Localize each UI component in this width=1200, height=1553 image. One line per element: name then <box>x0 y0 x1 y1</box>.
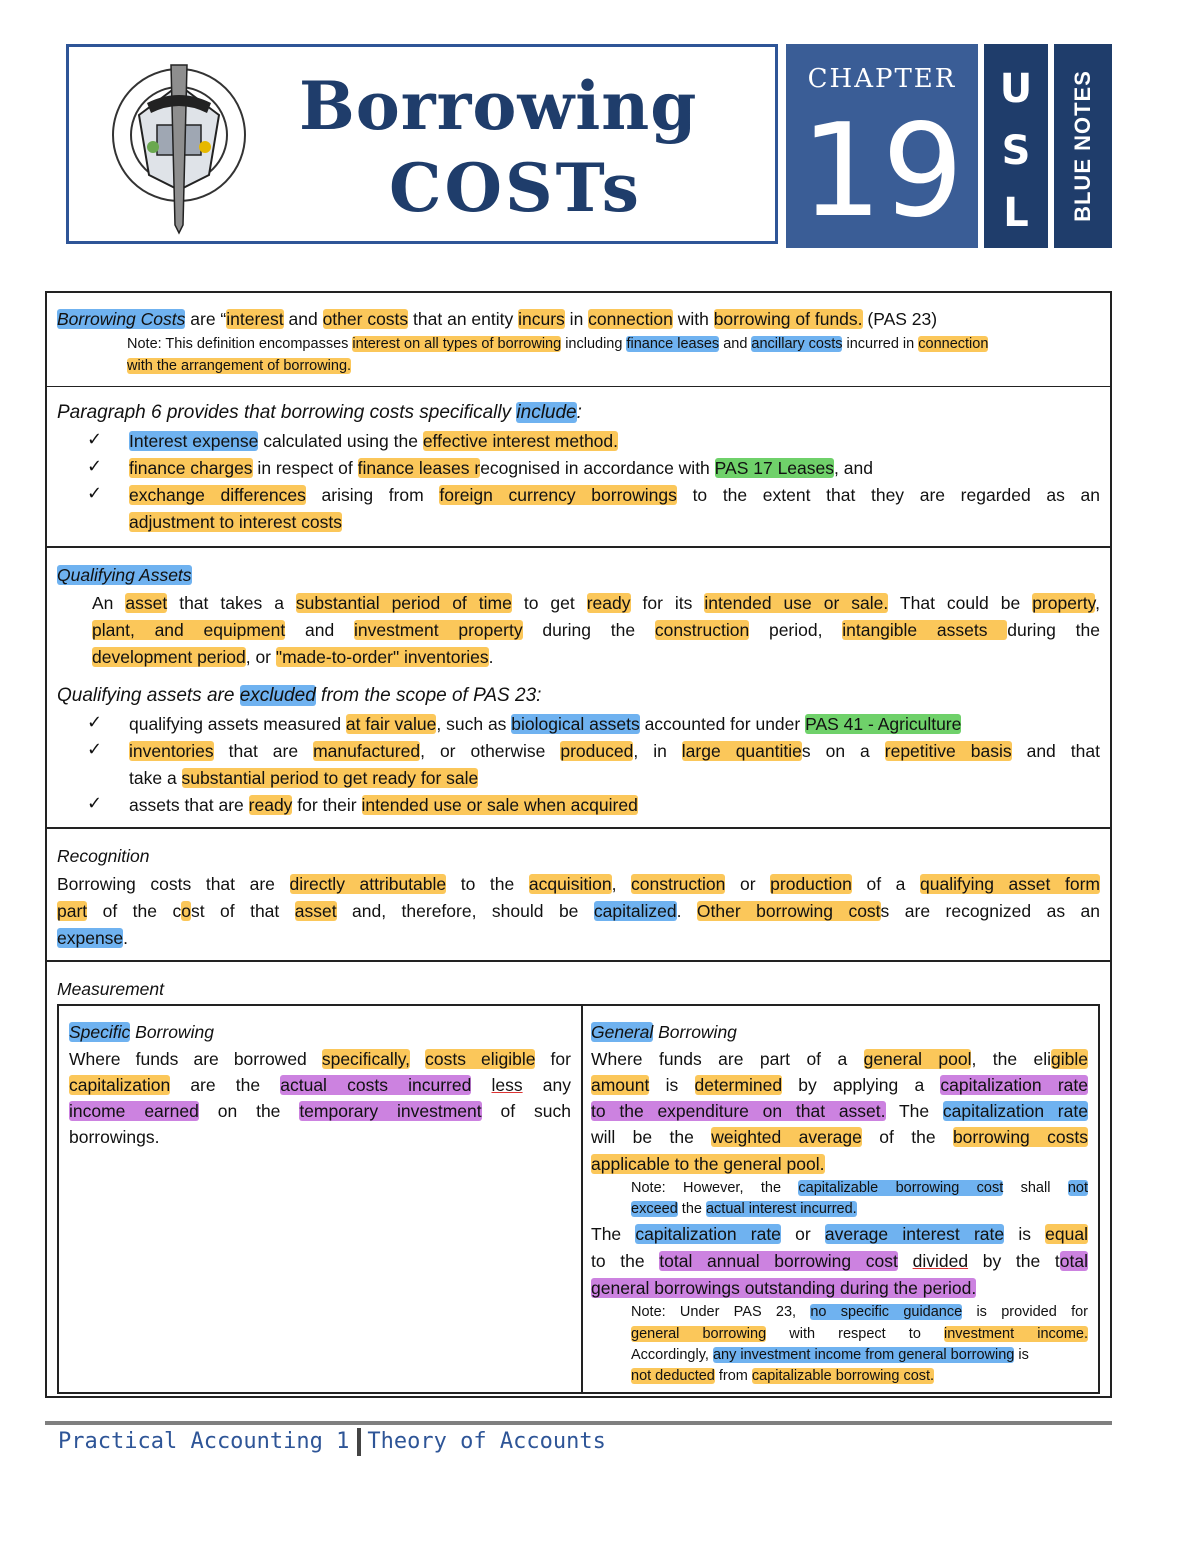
chapter-number: 19 <box>800 97 964 246</box>
general-line-5: applicable to the general pool. <box>591 1154 825 1174</box>
title-line-1: Borrowing <box>299 67 698 145</box>
specific-borrowing-column <box>59 1006 583 1392</box>
general-note-1-line-1: Note: However, the capitalizable borrowing cost shall not <box>631 1180 1088 1196</box>
chapter-box <box>786 44 978 248</box>
specific-line-3: income earned on the temporary investment of such <box>69 1101 571 1121</box>
qualifying-definition-line-3: development period, or "made-to-order" inventories. <box>92 647 494 667</box>
general-borrowing-title: General Borrowing <box>591 1022 737 1042</box>
definition-note-line-1: Note: This definition encompasses interest on all types of borrowing including finance leases and ancillary costs incurred in connection <box>127 336 989 352</box>
measurement-section <box>45 960 1112 1398</box>
recognition-heading: Recognition <box>57 846 150 866</box>
title-line-2: COSTs <box>389 149 642 227</box>
general-note-2-line-1: Note: Under PAS 23, no specific guidance is provided for <box>631 1304 1088 1320</box>
university-seal-logo <box>109 55 249 235</box>
title-box <box>66 44 778 244</box>
qualifying-assets-section <box>45 546 1112 829</box>
footer-separator <box>357 1428 361 1456</box>
excluded-item-2-line-1: inventories that are manufactured, or otherwise produced, in large quantities on a repetitive basis and that <box>129 741 1100 761</box>
qualifying-assets-heading: Qualifying Assets <box>57 565 192 585</box>
specific-borrowing-title: Specific Borrowing <box>69 1022 214 1042</box>
recognition-line-1: Borrowing costs that are directly attributable to the acquisition, construction or production of a qualifying asset form <box>57 874 1100 894</box>
qualifying-definition-line-1: An asset that takes a substantial period of time to get ready for its intended use or sale. That could be property, <box>92 593 1100 613</box>
checkmark-icon: ✓ <box>87 793 103 813</box>
footer-right: Theory of Accounts <box>367 1429 606 1454</box>
specific-line-1: Where funds are borrowed specifically, costs eligible for <box>69 1049 571 1069</box>
chapter-label: CHAPTER <box>807 64 957 94</box>
excluded-item-3: assets that are ready for their intended use or sale when acquired <box>129 795 638 815</box>
general-note-1-line-2: exceed the actual interest incurred. <box>631 1201 857 1217</box>
excluded-item-2-line-2: take a substantial period to get ready for sale <box>129 768 479 788</box>
excluded-item-1: qualifying assets measured at fair value, such as biological assets accounted for under PAS 41 - Agriculture <box>129 714 962 734</box>
chapter-header <box>66 44 1112 248</box>
general-line-6: The capitalization rate or average interest rate is equal <box>591 1224 1088 1244</box>
general-note-2-line-3: Accordingly, any investment income from general borrowing is <box>631 1347 1029 1363</box>
checkmark-icon: ✓ <box>87 429 103 449</box>
recognition-line-2: part of the cost of that asset and, therefore, should be capitalized. Other borrowing costs are recognized as an <box>57 901 1100 921</box>
usl-letter-l: L <box>1003 190 1029 236</box>
page-footer <box>58 1428 606 1456</box>
general-line-2: amount is determined by applying a capitalization rate <box>591 1075 1088 1095</box>
blue-notes-label: BLUE NOTES <box>1070 70 1095 222</box>
checkmark-icon: ✓ <box>87 712 103 732</box>
general-line-3: to the expenditure on that asset. The capitalization rate <box>591 1101 1088 1121</box>
excluded-heading: Qualifying assets are excluded from the scope of PAS 23: <box>57 685 542 706</box>
general-line-8: general borrowings outstanding during the period. <box>591 1278 977 1298</box>
general-note-2-line-4: not deducted from capitalizable borrowing cost. <box>631 1368 935 1384</box>
include-item-3-line-1: exchange differences arising from foreign currency borrowings to the extent that they are regarded as an <box>129 485 1100 505</box>
checkmark-icon: ✓ <box>87 456 103 476</box>
footer-left: Practical Accounting 1 <box>58 1429 350 1454</box>
include-item-1: Interest expense calculated using the effective interest method. <box>129 431 619 451</box>
definition-section <box>45 291 1112 387</box>
paragraph-6-heading: Paragraph 6 provides that borrowing costs specifically include: <box>57 402 582 423</box>
usl-letter-s: S <box>1001 128 1031 174</box>
definition-line: Borrowing Costs are “interest and other costs that an entity incurs in connection with borrowing of funds. (PAS 23) <box>57 309 938 329</box>
usl-letter-u: U <box>999 66 1033 112</box>
general-line-7: to the total annual borrowing cost divided by the total <box>591 1251 1088 1271</box>
footer-rule <box>45 1421 1112 1425</box>
general-line-4: will be the weighted average of the borrowing costs <box>591 1127 1088 1147</box>
usl-box <box>984 44 1048 248</box>
qualifying-definition-line-2: plant, and equipment and investment property during the construction period, intangible assets during the <box>92 620 1100 640</box>
specific-line-4: borrowings. <box>69 1127 160 1147</box>
paragraph-6-section <box>45 386 1112 548</box>
measurement-heading: Measurement <box>57 979 164 999</box>
measurement-table <box>57 1004 1100 1394</box>
include-item-3-line-2: adjustment to interest costs <box>129 512 343 532</box>
blue-notes-box <box>1054 44 1112 248</box>
recognition-section <box>45 827 1112 962</box>
definition-note-line-2: with the arrangement of borrowing. <box>127 358 352 374</box>
general-note-2-line-2: general borrowing with respect to investment income. <box>631 1326 1089 1342</box>
specific-line-2: capitalization are the actual costs incurred less any <box>69 1075 571 1095</box>
checkmark-icon: ✓ <box>87 739 103 759</box>
general-borrowing-column <box>581 1006 1098 1392</box>
general-line-1: Where funds are part of a general pool, the eligible <box>591 1049 1088 1069</box>
checkmark-icon: ✓ <box>87 483 103 503</box>
recognition-line-3: expense. <box>57 928 129 948</box>
include-item-2: finance charges in respect of finance leases recognised in accordance with PAS 17 Leases, and <box>129 458 873 478</box>
